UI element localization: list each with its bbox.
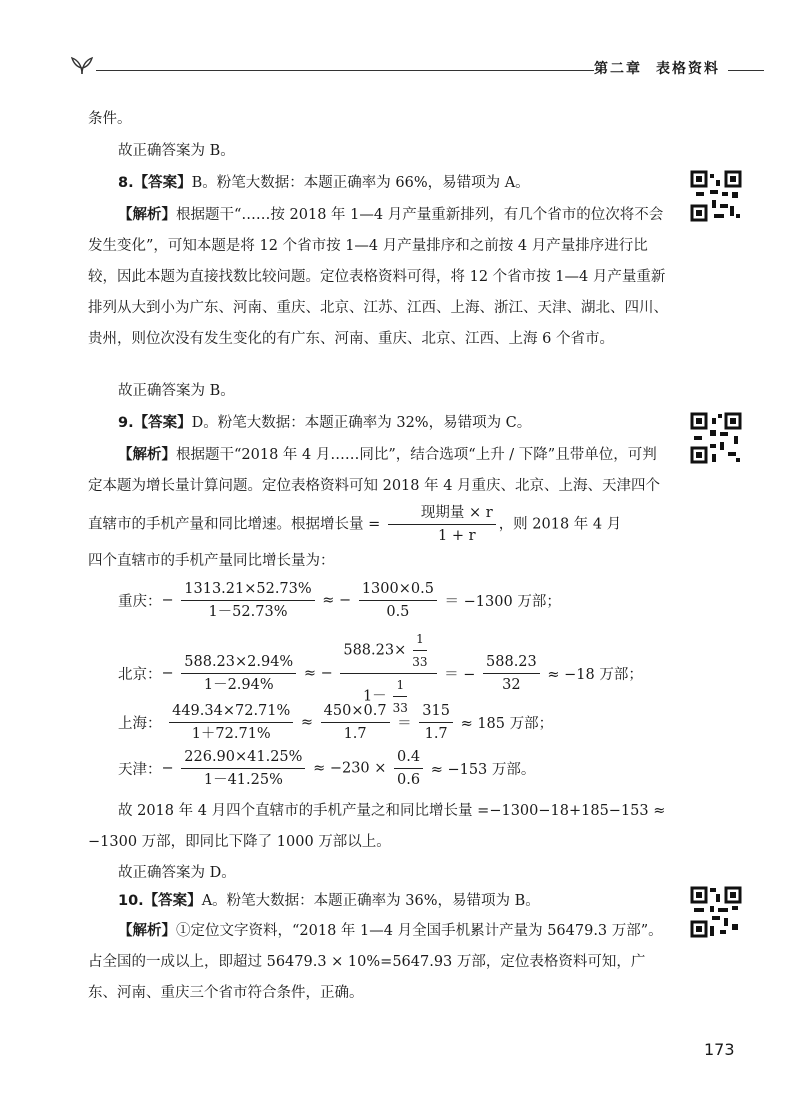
numerator: 1300×0.5: [359, 578, 437, 601]
denominator: 32: [502, 677, 521, 693]
fraction: [321, 700, 390, 745]
denominator: 33: [412, 655, 428, 669]
text-line: 故正确答案为 D。: [118, 865, 236, 881]
text-line: 故正确答案为 B。: [118, 383, 235, 399]
answer-label: 8.【答案】: [118, 175, 192, 191]
leaf-icon: [68, 50, 96, 78]
fraction: [181, 746, 305, 791]
calc-chongqing: 重庆：− $\frac{1313.21\times 52.73\%}{1-52.73\%}$ ≈ − $\frac{1300\times 0.5}{0.5}$ ＝ −1300 万部；: [118, 578, 561, 623]
answer-label: 10.【答案】: [118, 893, 202, 909]
numerator: 1: [413, 628, 427, 651]
denominator: 33: [392, 701, 408, 715]
denominator-part: 1－: [362, 688, 387, 705]
numerator: 588.23: [483, 651, 540, 674]
analysis-label: 【解析】: [118, 207, 176, 223]
fraction: [394, 746, 423, 791]
calc-shanghai: 上海： $\frac{449.34\times 72.71\%}{1+72.71\%}$ ≈ $\frac{450\times 0.7}{1.7}$ ＝ $\frac{315}{1.7}$ ≈ 185 万部；: [118, 700, 553, 745]
answer-10: [118, 886, 678, 917]
calc-tianjin: 天津：− $\frac{226.90\times 41.25\%}{1-41.25\%}$ ≈ −230 × $\frac{0.4}{0.6}$ ≈ −153 万部。: [118, 746, 535, 791]
calc-beijing: 北京：− $\frac{588.23\times 2.94\%}{1-2.94\%}$ ≈ − 588.23× $\frac{1}{33}$ 1－ $\frac{1}{33}$ ＝ − $\frac{588.23}{32}$ ≈ −18 万部；: [118, 628, 643, 719]
fraction: [181, 651, 296, 696]
denominator: 1－2.94%: [203, 677, 274, 693]
text-line: 四个直辖市的手机产量同比增长量为：: [88, 553, 335, 569]
city-label: 北京：: [118, 667, 162, 683]
denominator: 0.5: [386, 604, 410, 620]
numerator: 588.23×2.94%: [181, 651, 296, 674]
numerator: 0.4: [394, 746, 423, 769]
city-label: 上海：: [118, 716, 162, 732]
denominator: 1＋72.71%: [191, 726, 271, 742]
header-rule: [96, 70, 594, 71]
qr-code-icon[interactable]: [690, 170, 742, 222]
denominator: 1.7: [424, 726, 448, 742]
result: ≈ 185 万部；: [460, 716, 554, 732]
numerator: 315: [419, 700, 453, 723]
denominator: 1.7: [343, 726, 367, 742]
numerator: 226.90×41.25%: [181, 746, 305, 769]
result: ＝ −1300 万部；: [444, 594, 561, 610]
numerator-part: 588.23×: [343, 642, 407, 659]
analysis-label: 【解析】: [118, 923, 176, 939]
qr-code-icon[interactable]: [690, 886, 742, 938]
denominator: 1－41.25%: [203, 772, 283, 788]
answer-label: 9.【答案】: [118, 415, 192, 431]
result: ≈ −153 万部。: [430, 762, 536, 778]
page-header: [68, 52, 764, 82]
inner-fraction: [409, 628, 430, 673]
analysis-text: ，则 2018 年 4 月: [498, 516, 622, 533]
text-paragraph: 故 2018 年 4 月四个直辖市的手机产量之和同比增长量 =−1300−18+185−153 ≈ −1300 万部，即同比下降了 1000 万部以上。: [88, 803, 666, 850]
numerator: 450×0.7: [321, 700, 390, 723]
city-label: 天津：: [118, 762, 162, 778]
denominator: 1－52.73%: [208, 604, 288, 620]
city-label: 重庆：: [118, 594, 162, 610]
denominator: 0.6: [397, 772, 421, 788]
growth-formula: [388, 502, 496, 547]
fraction: [169, 700, 293, 745]
analysis-label: 【解析】: [118, 447, 176, 463]
numerator: [340, 628, 436, 674]
analysis-8: [88, 200, 668, 355]
fraction: [181, 578, 314, 623]
answer-text: A。粉笔大数据：本题正确率为 36%，易错项为 B。: [201, 893, 540, 909]
analysis-text: 根据题干“2018 年 4 月……同比”，结合选项“上升 / 下降”且带单位，可判定本题为增长量计算问题。定位表格资料可知 2018 年 4 月重庆、北京、上海、天津四个直辖市的手机产量和同比增速。根据增长量 =: [88, 447, 661, 533]
chapter-title: [594, 58, 720, 78]
expression: ≈ −230 ×: [313, 760, 387, 777]
numerator: 1: [393, 674, 407, 697]
answer-9: [118, 408, 678, 439]
qr-code-icon[interactable]: [690, 412, 742, 464]
text-line: 故正确答案为 B。: [118, 143, 235, 159]
analysis-9: [88, 440, 668, 547]
header-rule-tail: [728, 70, 764, 71]
formula-numerator: 现期量 × r: [388, 502, 496, 525]
numerator: 449.34×72.71%: [169, 700, 293, 723]
analysis-text: ①定位文字资料，“2018 年 1—4 月全国手机累计产量为 56479.3 万部”。占全国的一成以上，即超过 56479.3 × 10%=5647.93 万部，定位表格资料可知，广东、河南、重庆三个省市符合条件，正确。: [88, 923, 663, 1001]
text-line: 条件。: [88, 111, 132, 127]
answer-text: B。粉笔大数据：本题正确率为 66%，易错项为 A。: [191, 175, 530, 191]
answer-text: D。粉笔大数据：本题正确率为 32%，易错项为 C。: [191, 415, 532, 431]
chapter-number: 第二章: [594, 61, 642, 77]
answer-8: [118, 168, 678, 199]
analysis-text: 根据题干“……按 2018 年 1—4 月产量重新排列，有几个省市的位次将不会发生变化”，可知本题是将 12 个省市按 1—4 月产量排序和之前按 4 月产量排序进行比较，因此本题为直接找数比较问题。定位表格资料可得，将 12 个省市按 1—4 月产量重新排列从大到小为广东、河南、重庆、北京、江苏、江西、上海、浙江、天津、湖北、四川、贵州，则位次没有发生变化的有广东、河南、重庆、北京、江西、上海 6 个省市。: [88, 207, 668, 347]
formula-denominator: 1 + r: [438, 528, 476, 544]
chapter-section: 表格资料: [656, 61, 720, 77]
numerator: 1313.21×52.73%: [181, 578, 314, 601]
fraction: [419, 700, 453, 745]
result: ≈ −18 万部；: [547, 667, 643, 683]
page-number: 173: [704, 1040, 735, 1059]
fraction: [359, 578, 437, 623]
fraction: [483, 651, 540, 696]
analysis-10: [88, 916, 668, 1009]
